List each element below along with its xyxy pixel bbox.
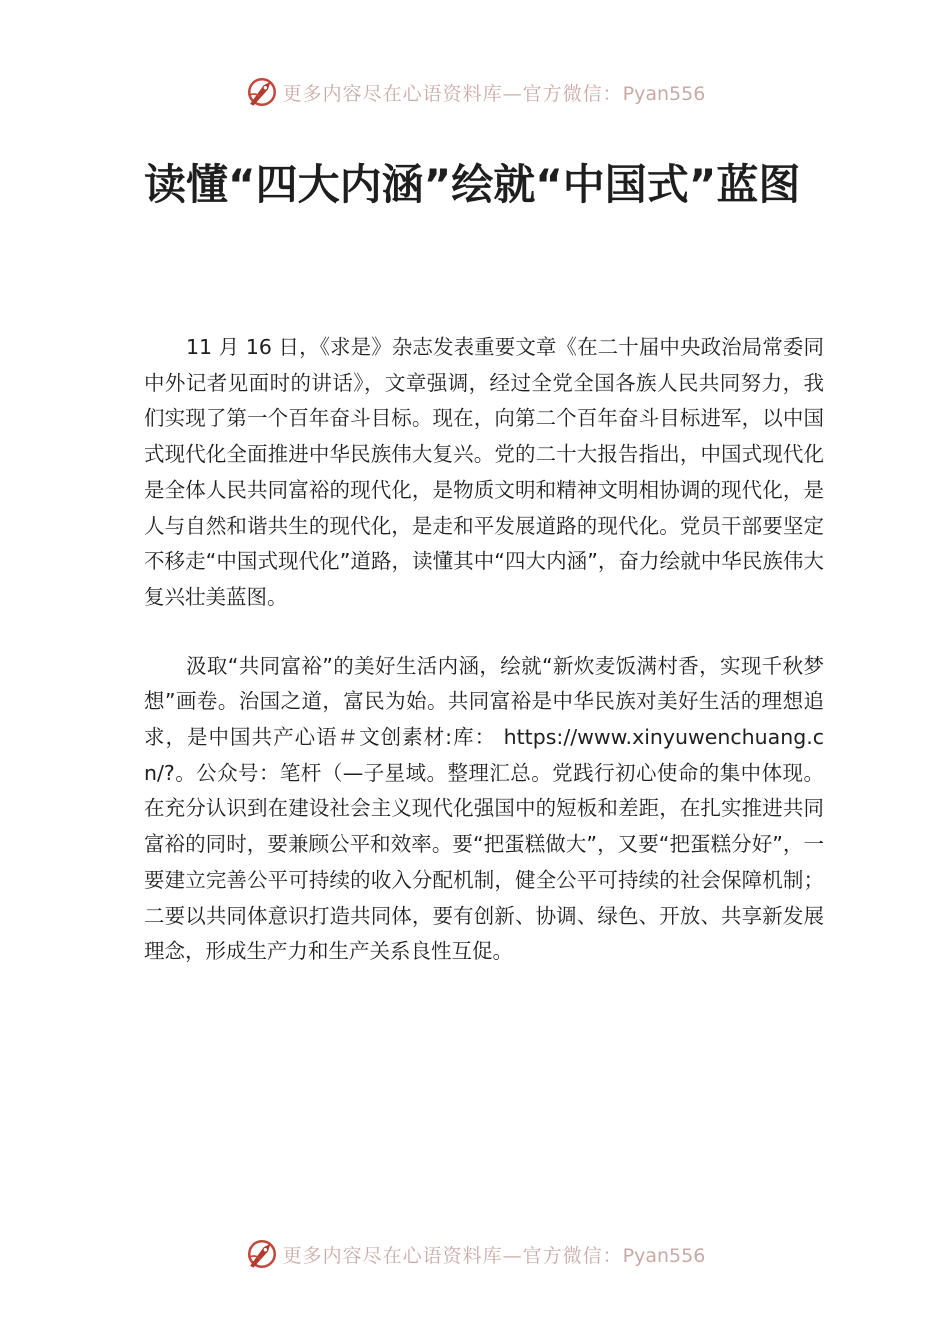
paragraph-1: 11 月 16 日，《求是》杂志发表重要文章《在二十届中央政治局常委同中外记者见面时的讲话》，文章强调，经过全党全国各族人民共同努力，我们实现了第一个百年奋斗目标。现在，向第二个百年奋斗目标进军，以中国式现代化全面推进中华民族伟大复兴。党的二十大报告指出，中国式现代化是全体人民共同富裕的现代化，是物质文明和精神文明相协调的现代化，是人与自然和谐共生的现代化，是走和平发展道路的现代化。党员干部要坚定不移走“中国式现代化”道路，读懂其中“四大内涵”，奋力绘就中华民族伟大复兴壮美蓝图。 [144, 335, 824, 609]
pen-nib-logo-icon [245, 75, 279, 109]
banner-text [283, 79, 706, 106]
article-body [144, 330, 824, 1003]
article-title: 读懂“四大内涵”绘就“中国式”蓝图 [144, 160, 801, 209]
footer-banner [0, 1232, 950, 1276]
paragraph-2: 汲取“共同富裕”的美好生活内涵，绘就“新炊麦饭满村香，实现千秋梦想”画卷。治国之道，富民为始。共同富裕是中华民族对美好生活的理想追求，是中国共产心语＃文创素材:库： https://www.xinyuwenchuang.cn/?。公众号：笔杆（—子星域。整理汇总。党践行初心使命的集中体现。在充分认识到在建设社会主义现代化强国中的短板和差距，在扎实推进共同富裕的同时，要兼顾公平和效率。要“把蛋糕做大”，又要“把蛋糕分好”，一要建立完善公平可持续的收入分配机制，健全公平可持续的社会保障机制；二要以共同体意识打造共同体，要有创新、协调、绿色、开放、共享新发展理念，形成生产力和生产关系良性互促。 [144, 653, 824, 964]
banner-text [283, 1241, 706, 1268]
wechat-handle: Pyan556 [622, 82, 706, 105]
header-banner [0, 70, 950, 114]
wechat-handle: Pyan556 [622, 1244, 706, 1267]
banner-label: 更多内容尽在心语资料库—官方微信： [282, 1244, 623, 1267]
pen-nib-logo-icon [245, 1237, 279, 1271]
banner-label: 更多内容尽在心语资料库—官方微信： [282, 82, 623, 105]
